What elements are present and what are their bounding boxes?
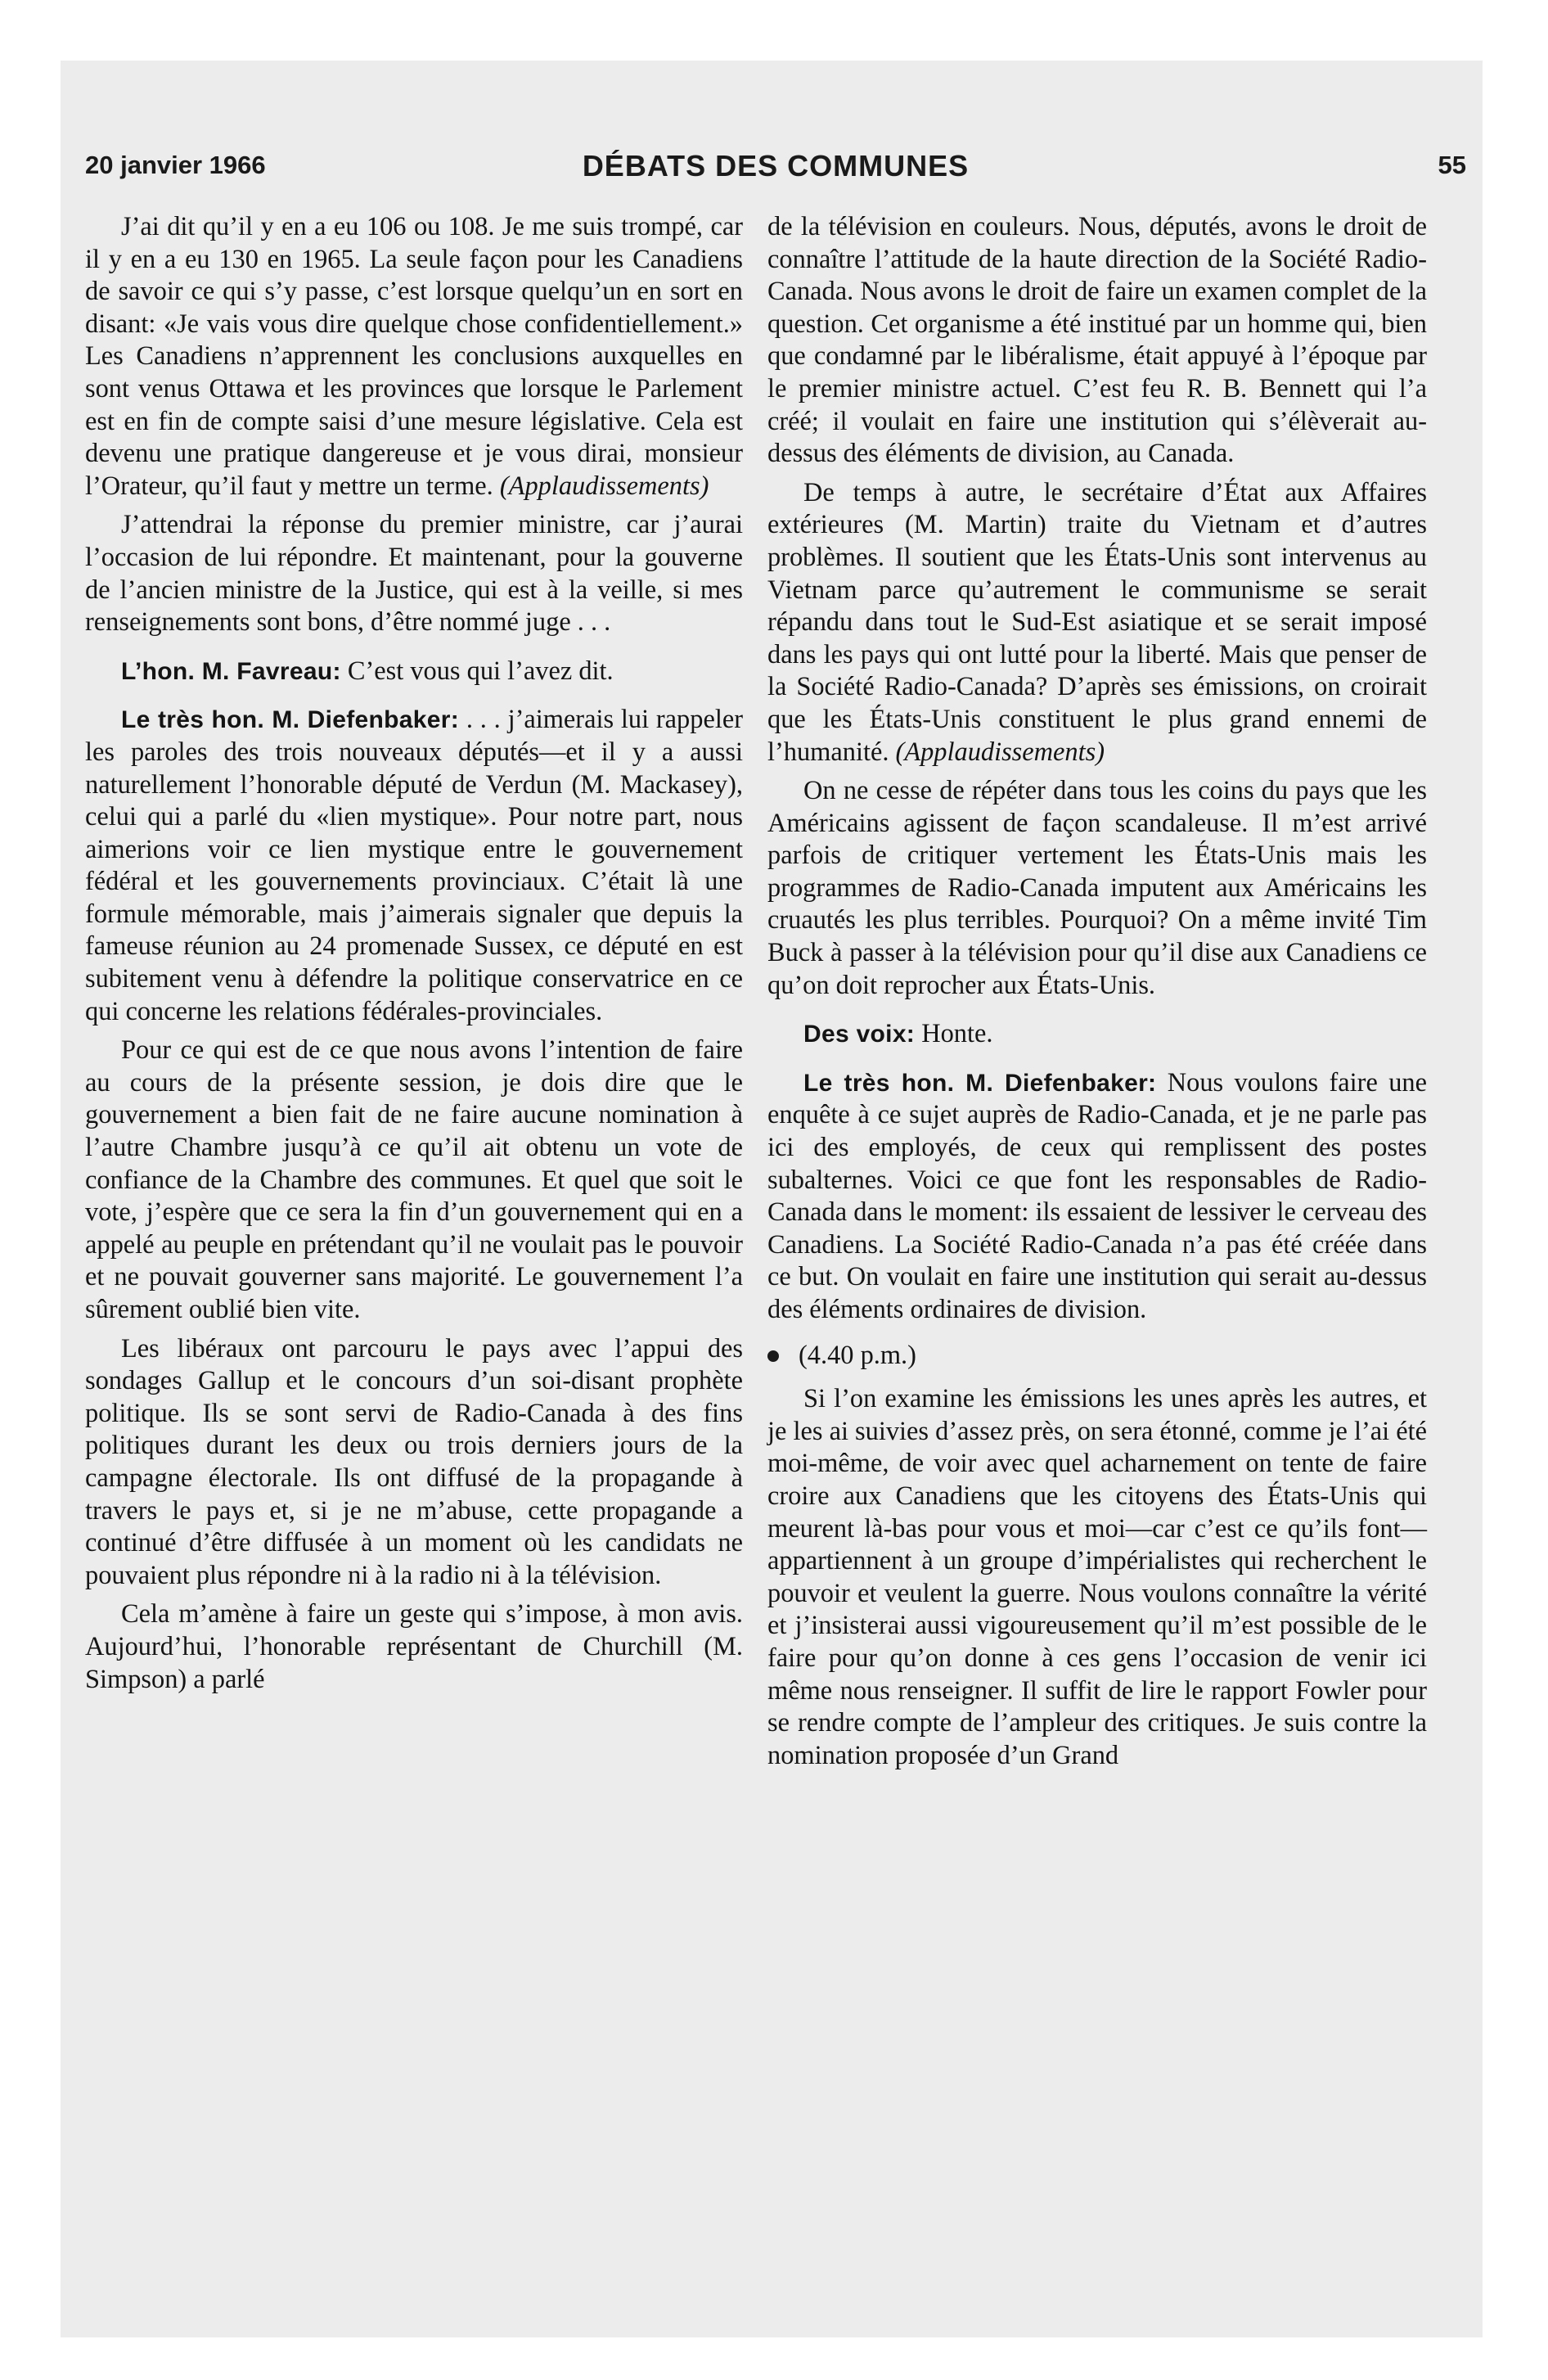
right-column	[767, 211, 1427, 1778]
left-column	[85, 211, 743, 1702]
speech-entry	[85, 656, 743, 688]
paragraph	[767, 775, 1427, 1002]
speech-entry	[85, 704, 743, 1028]
paragraph-text: Si l’on examine les émissions les unes après les autres, et je les ai suivies d’assez près, on sera étonné, comme je l’ai été moi-même, de voir avec quel acharnement on tente de faire croire aux Canadiens que les citoyens des États-Unis qui meurent là-bas pour vous et moi—car c’est ce qu’ils font—appartiennent à un groupe d’impérialistes qui recherchent le pouvoir et veulent la guerre. Nous voulons connaître la vérité et j’insisterai aussi vigoureusement qu’il m’est possible de le faire pour qu’on donne à ces gens l’occasion de venir ici même nous renseigner. Il suffit de lire le rapport Fowler pour se rendre compte de l’ampleur des critiques. Je suis contre la nomination proposée d’un Grand	[767, 1384, 1427, 1770]
paragraph-text: J’attendrai la réponse du premier ministre, car j’aurai l’occasion de lui répondre. Et maintenant, pour la gouverne de l’ancien ministre de la Justice, qui est à la veille, si mes renseignements sont bons, d’être nommé juge . . .	[85, 510, 743, 638]
time-marker	[767, 1340, 1427, 1373]
speech-text: Honte.	[921, 1019, 993, 1049]
paragraph	[767, 211, 1427, 471]
speech-entry	[767, 1018, 1427, 1051]
paragraph-text: Les libéraux ont parcouru le pays avec l’appui des sondages Gallup et le concours d’un soi-disant prophète politique. Ils se sont servi de Radio-Canada à des fins politiques durant les deux ou trois derniers jours de la campagne électorale. Ils ont diffusé de la propagande à travers le pays et, si je ne m’abuse, cette propagande a continué d’être diffusée à un moment où les candidats ne pouvaient plus répondre ni à la radio ni à la télévision.	[85, 1333, 743, 1590]
applause-note: (Applaudissements)	[499, 471, 709, 501]
speech-text: C’est vous qui l’avez dit.	[347, 656, 614, 686]
header-date: 20 janvier 1966	[85, 151, 266, 179]
paragraph	[85, 211, 743, 503]
speech-text: Nous voulons faire une enquête à ce sujet auprès de Radio-Canada, et je ne parle pas ici des employés, de ceux qui remplissent des postes subalternes. Voici ce que font les responsables de Radio-Canada dans le moment: ils essaient de lessiver le cerveau des Canadiens. La Société Radio-Canada n’a pas été créée dans ce but. On voulait en faire une institution qui serait au-dessus des éléments ordinaires de division.	[767, 1067, 1427, 1324]
paragraph-text: De temps à autre, le secrétaire d’État aux Affaires extérieures (M. Martin) traite du Vietnam et d’autres problèmes. Il soutient que les États-Unis sont intervenus au Vietnam parce qu’autrement le communisme se serait répandu dans tout le Sud-Est asiatique et se serait imposé dans les pays qui ont lutté pour la liberté. Mais que penser de la Société Radio-Canada? D’après ses émissions, on croirait que les États-Unis constituent le plus grand ennemi de l’humanité.	[767, 477, 1427, 767]
speaker-name: Des voix:	[803, 1021, 916, 1048]
bullet-icon	[767, 1350, 779, 1362]
paragraph	[85, 1333, 743, 1593]
paragraph	[85, 1034, 743, 1326]
paragraph	[85, 509, 743, 638]
paragraph-text: Cela m’amène à faire un geste qui s’impose, à mon avis. Aujourd’hui, l’honorable représentant de Churchill (M. Simpson) a parlé	[85, 1599, 743, 1694]
paragraph	[767, 477, 1427, 769]
paragraph-text: de la télévision en couleurs. Nous, députés, avons le droit de connaître l’attitude de la haute direction de la Société Radio-Canada. Nous avons le droit de faire un examen complet de la question. Cet organisme a été institué par un homme qui, bien que condamné par le libéralisme, était appuyé à l’époque par le premier ministre actuel. C’est feu R. B. Bennett qui l’a créé; il voulait en faire une institution qui s’élèverait au-dessus des éléments de division, au Canada.	[767, 212, 1427, 469]
page-header	[85, 137, 1466, 187]
time-note: (4.40 p.m.)	[799, 1340, 916, 1370]
speaker-name: Le très hon. M. Diefenbaker:	[121, 706, 460, 734]
speech-entry	[767, 1067, 1427, 1327]
paragraph-text: On ne cesse de répéter dans tous les coins du pays que les Américains agissent de façon scandaleuse. Il m’est arrivé parfois de critiquer vertement les États-Unis mais les programmes de Radio-Canada imputent aux Américains les cruautés les plus terribles. Pourquoi? On a même invité Tim Buck à passer à la télévision pour qu’il dise aux Canadiens ce qu’on doit reprocher aux États-Unis.	[767, 776, 1427, 1000]
speech-text: . . . j’aimerais lui rappeler les paroles des trois nouveaux députés—et il y a aussi naturellement l’honorable député de Verdun (M. Mackasey), celui qui a parlé du «lien mystique». Pour notre part, nous aimerions voir ce lien mystique entre le gouvernement fédéral et les gouvernements provinciaux. C’était là une formule mémorable, mais j’aimerais signaler que depuis la fameuse réunion au 24 promenade Sussex, ce député en est subitement venu à défendre la politique conservatrice en ce qui concerne les relations fédérales-provinciales.	[85, 705, 743, 1026]
paragraph	[767, 1383, 1427, 1772]
paragraph-text: Pour ce qui est de ce que nous avons l’intention de faire au cours de la présente session, je dois dire que le gouvernement a bien fait de ne faire aucune nomination à l’autre Chambre jusqu’à ce qu’il ait obtenu un vote de confiance de la Chambre des communes. Et quel que soit le vote, j’espère que ce sera la fin d’un gouvernement qui en a appelé au peuple en prétendant qu’il ne voulait pas le pouvoir et ne pouvait gouverner sans majorité. Le gouvernement l’a sûrement oublié bien vite.	[85, 1035, 743, 1324]
paragraph	[85, 1598, 743, 1696]
applause-note: (Applaudissements)	[895, 737, 1105, 767]
speaker-name: Le très hon. M. Diefenbaker:	[803, 1069, 1157, 1097]
header-page-number: 55	[1438, 151, 1466, 179]
paragraph-text: J’ai dit qu’il y en a eu 106 ou 108. Je me suis trompé, car il y en a eu 130 en 1965. La seule façon pour les Canadiens de savoir ce qui s’y passe, c’est lorsque quelqu’un en sort en disant: «Je vais vous dire quelque chose confidentiellement.» Les Canadiens n’apprennent les conclusions auxquelles en sont venus Ottawa et les provinces que lorsque le Parlement est en fin de compte saisi d’une mesure législative. Cela est devenu une pratique dangereuse et je vous dirai, monsieur l’Orateur, qu’il faut y mettre un terme.	[85, 212, 743, 501]
speaker-name: L’hon. M. Favreau:	[121, 657, 341, 685]
header-title: DÉBATS DES COMMUNES	[582, 149, 970, 183]
